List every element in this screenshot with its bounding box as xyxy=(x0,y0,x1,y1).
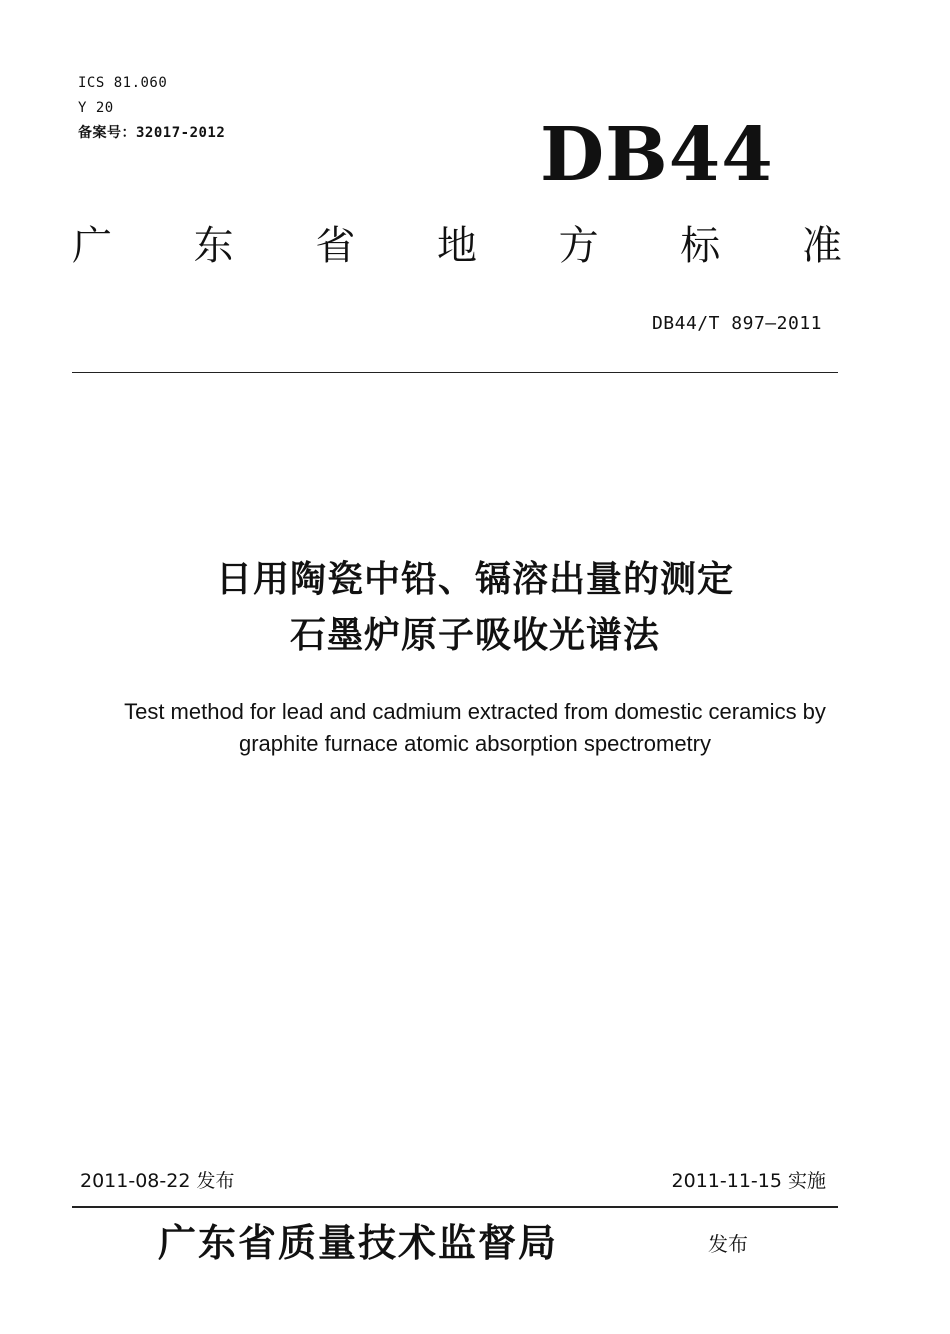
standard-type-char: 广 xyxy=(72,223,112,269)
title-cn-line1: 日用陶瓷中铅、镉溶出量的测定 xyxy=(215,559,734,600)
standard-type-char: 标 xyxy=(680,223,721,269)
standard-type-char: 地 xyxy=(436,223,477,269)
issuing-authority: 广东省质量技术监督局 xyxy=(158,1220,559,1265)
bottom-divider xyxy=(72,1206,838,1208)
db-code: DB44 xyxy=(540,112,774,198)
title-en-line1: Test method for lead and cadmium extracted from domestic ceramics by xyxy=(124,699,826,724)
standard-type xyxy=(72,222,842,270)
standard-type-char: 省 xyxy=(315,223,356,269)
standard-type-char: 准 xyxy=(801,223,842,269)
classification-code: Y 20 xyxy=(78,100,114,116)
implementation-date: 2011-11-15 实施 xyxy=(671,1170,826,1192)
top-divider xyxy=(72,372,838,373)
standard-type-char: 方 xyxy=(558,223,599,269)
title-en-line2: graphite furnace atomic absorption spectrometry xyxy=(238,731,711,756)
title-cn-line2: 石墨炉原子吸收光谱法 xyxy=(289,615,660,656)
publish-label: 发布 xyxy=(708,1232,748,1256)
issue-date: 2011-08-22 发布 xyxy=(80,1170,235,1192)
record-number: 备案号：32017-2012 xyxy=(78,125,226,141)
standard-number: DB44/T 897—2011 xyxy=(651,313,822,334)
standard-type-char: 东 xyxy=(193,223,234,269)
ics-code: ICS 81.060 xyxy=(78,75,168,91)
